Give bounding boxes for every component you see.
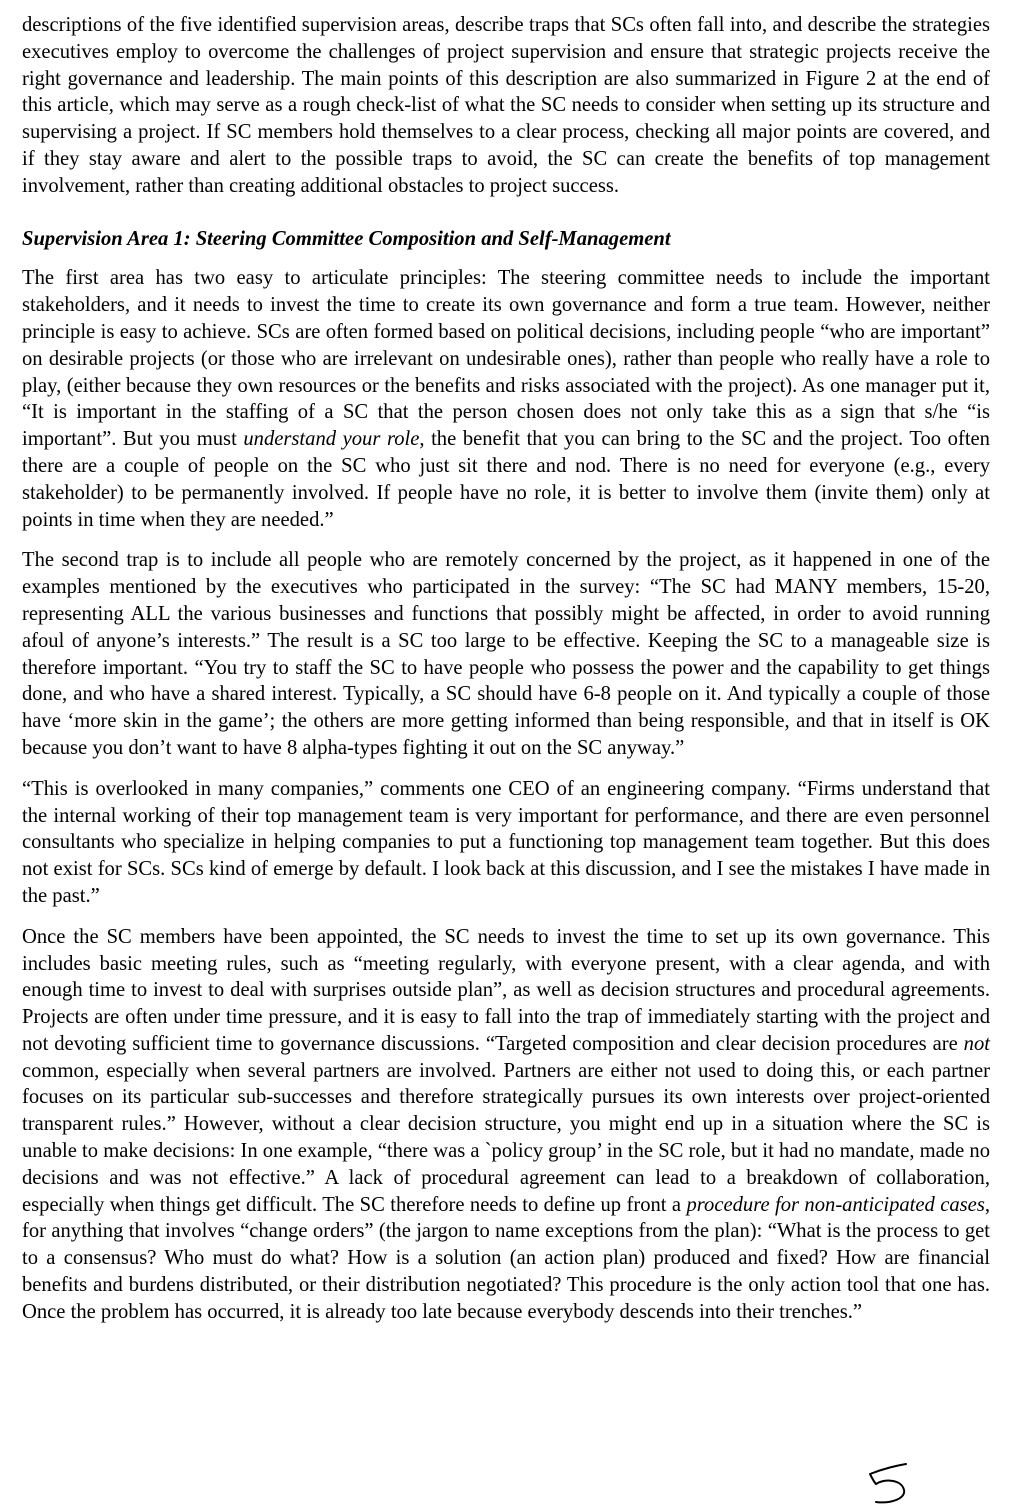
section-heading: Supervision Area 1: Steering Committee Composition and Self-Management — [22, 227, 671, 250]
document-page — [22, 12, 990, 1326]
emphasis-text: understand your role — [243, 428, 420, 451]
paragraph-text: Once the SC members have been appointed, the SC needs to invest the time to set up its own governance. This includes basic meeting rules, such as “meeting regularly, with everyone present, with a clear agenda, and with enough time to invest to deal with surprises outside plan”, as well as decision structures and procedural agreements. Projects are often under time pressure, and it is easy to fall into the trap of immediately starting with the project and not devoting sufficient time to governance discussions. “Targeted composition and clear decision procedures are — [22, 925, 990, 1055]
paragraph-text: , the benefit that you can bring to the SC and the project. Too often there are a couple of people on the SC who just sit there and nod. There is no need for everyone (e.g., every stakeholder) to be permanently involved. If people have no role, it is better to involve them (invite them) only at points in time when they are needed.” — [22, 428, 990, 531]
paragraph-second-trap: The second trap is to include all people who are remotely concerned by the project, as it happened in one of the examples mentioned by the executives who participated in the survey: “The SC had MANY members, 15-20, representing ALL the various businesses and functions that possibly might be affected, in order to avoid running afoul of anyone’s interests.” The result is a SC too large to be effective. Keeping the SC to a manageable size is therefore important. “You try to staff the SC to have people who possess the power and the capability to get things done, and who have a shared interest. Typically, a SC should have 6-8 people on it. And typically a couple of those have ‘more skin in the game’; the others are more getting informed than being responsible, and that in itself is OK because you don’t want to have 8 alpha-types fighting it out on the SC anyway.” — [22, 549, 990, 759]
emphasis-text: not — [963, 1032, 990, 1055]
paragraph-composition-principles — [22, 265, 990, 533]
paragraph-ceo-quote: “This is overlooked in many companies,” comments one CEO of an engineering company. “Firms understand that the internal working of their top management team is very important for performance, and there are even personnel consultants who specialize in helping companies to put a functioning top management team together. But this does not exist for SCs. SCs kind of emerge by default. I look back at this discussion, and I see the mistakes I have made in the past.” — [22, 777, 990, 907]
handwritten-page-number — [860, 1458, 916, 1506]
emphasis-text: procedure for non-anticipated cases — [686, 1193, 985, 1216]
paragraph-text: , for anything that involves “change orders” (the jargon to name exceptions from the plan): “What is the process to get to a consensus? Who must do what? How is a solution (an action plan) produced and fixed? How are financial benefits and burdens distributed, or their distribution negotiated? This procedure is the only action tool that one has. Once the problem has occurred, it is already too late because everybody descends into their trenches.” — [22, 1193, 990, 1323]
paragraph-governance — [22, 924, 990, 1326]
paragraph-text: The first area has two easy to articulate principles: The steering committee needs to include the important stakeholders, and it needs to invest the time to create its own governance and form a true team. However, neither principle is easy to achieve. SCs are often formed based on political decisions, including people “who are important” on desirable projects (or those who are irrelevant on undesirable ones), rather than people who really have a role to play, (either because they own resources or the benefits and risks associated with the project). As one manager put it, “It is important in the staffing of a SC that the person chosen does not only take this as a sign that s/he “is important”. But you must — [22, 267, 990, 451]
paragraph-text: common, especially when several partners are involved. Partners are either not used to doing this, or each partner focuses on its particular sub-successes and therefore strategically pursues its own interests over project-oriented transparent rules.” However, without a clear decision structure, you might end up in a situation where the SC is unable to make decisions: In one example, “there was a `policy group’ in the SC role, but it had no mandate, made no decisions and was not effective.” A lack of procedural agreement can lead to a breakdown of collaboration, especially when things get difficult. The SC therefore needs to define up front a — [22, 1059, 990, 1216]
intro-paragraph: descriptions of the five identified supervision areas, describe traps that SCs often fall into, and describe the strategies executives employ to overcome the challenges of project supervision and ensure that strategic projects receive the right governance and leadership. The main points of this description are also summarized in Figure 2 at the end of this article, which may serve as a rough check-list of what the SC needs to consider when setting up its structure and supervising a project. If SC members hold themselves to a clear process, checking all major points are covered, and if they stay aware and alert to the possible traps to avoid, the SC can create the benefits of top management involvement, rather than creating additional obstacles to project success. — [22, 14, 990, 197]
